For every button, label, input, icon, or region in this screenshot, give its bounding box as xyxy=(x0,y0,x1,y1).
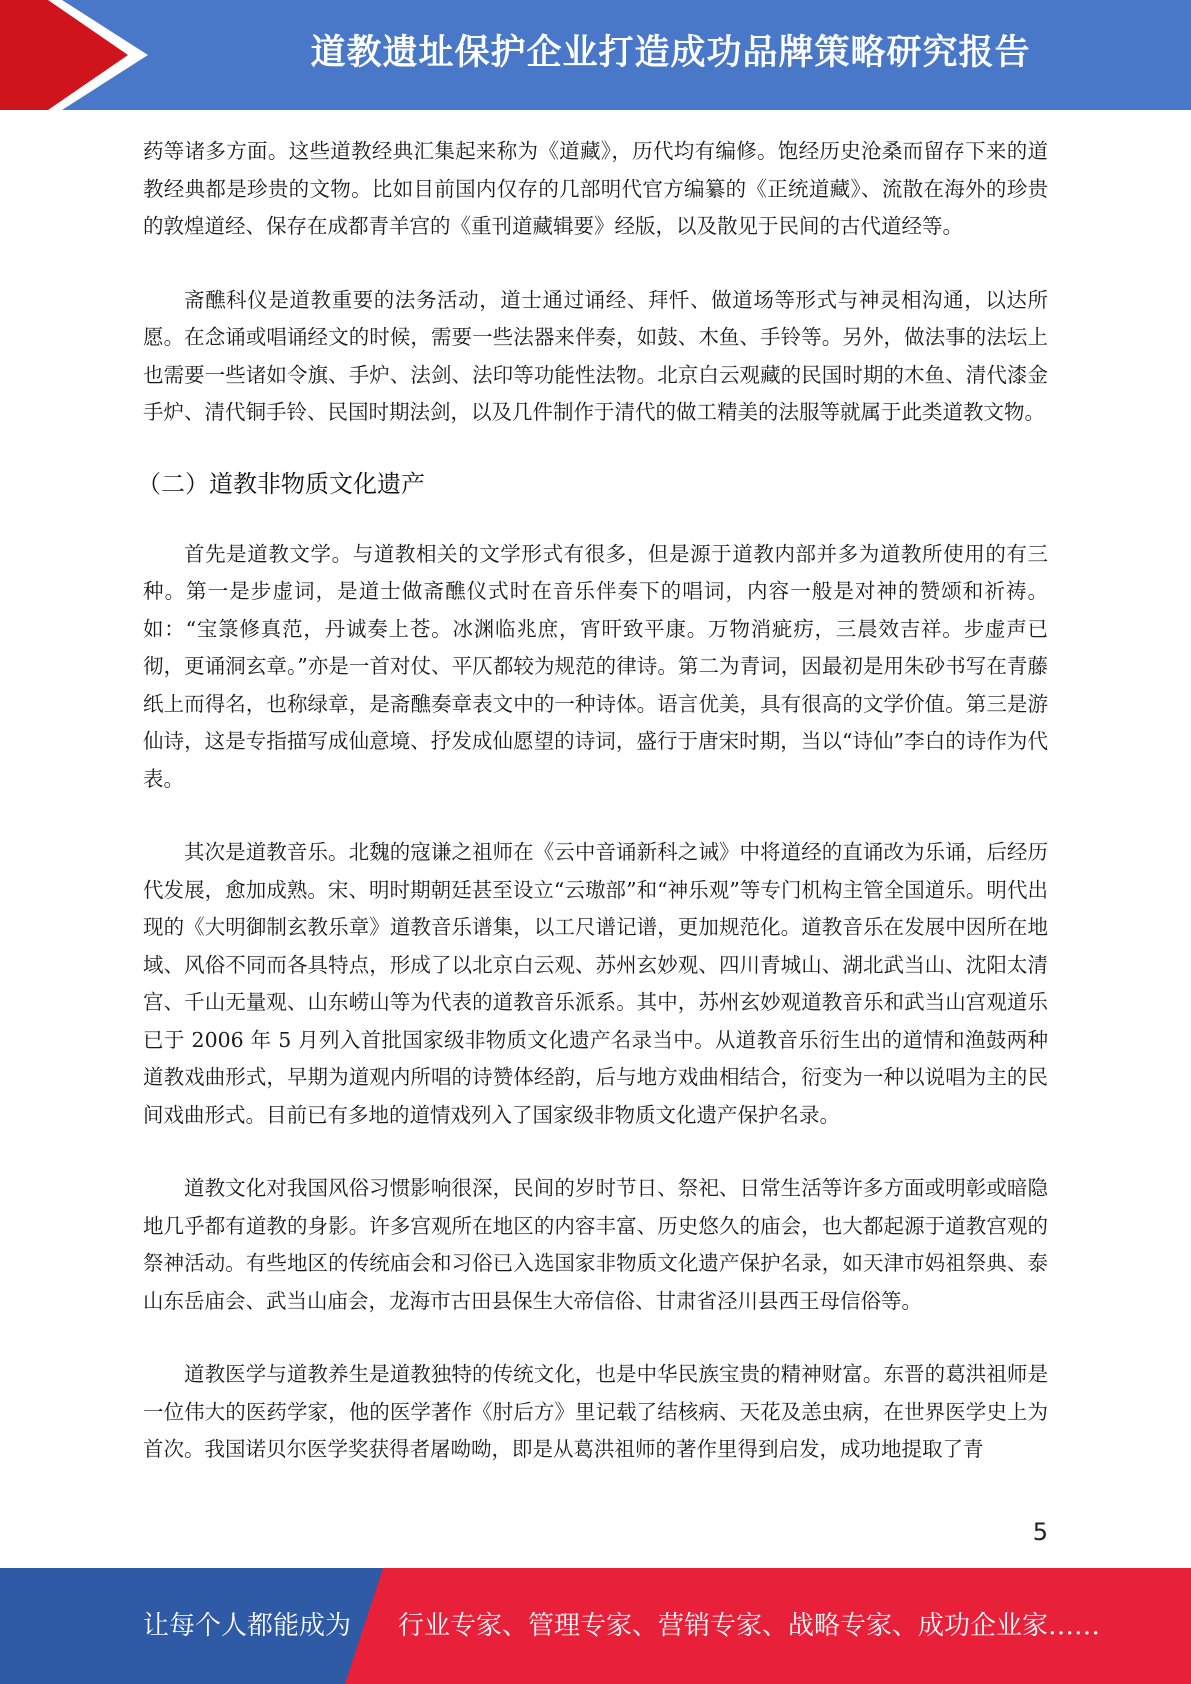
report-title: 道教遗址保护企业打造成功品牌策略研究报告 xyxy=(310,33,1031,73)
document-body xyxy=(137,133,1048,1469)
footer-slogan-right: 行业专家、管理专家、营销专家、战略专家、成功企业家…… xyxy=(398,1611,1101,1641)
paragraph-literature: 首先是道教文学。与道教相关的文学形式有很多，但是源于道教内部并多为道教所使用的有三种。第一是步虚词，是道士做斋醮仪式时在音乐伴奏下的唱词，内容一般是对神的赞颂和祈祷。如：“宝箓修真范，丹诚奏上苍。冰渊临兆庶，宵旰致平康。万物消疵疠，三晨效吉祥。步虚声已彻，更诵洞玄章。”亦是一首对仗、平仄都较为规范的律诗。第二为青词，因最初是用朱砂书写在青藤纸上而得名，也称绿章，是斋醮奏章表文中的一种诗体。语言优美，具有很高的文学价值。第三是游仙诗，这是专指描写成仙意境、抒发成仙愿望的诗词，盛行于唐宋时期，当以“诗仙”李白的诗作为代表。 xyxy=(143,541,1048,791)
section-heading: （二）道教非物质文化遗产 xyxy=(137,469,425,498)
paragraph-medicine: 道教医学与道教养生是道教独特的传统文化，也是中华民族宝贵的精神财富。东晋的葛洪祖师是一位伟大的医药学家，他的医学著作《肘后方》里记载了结核病、天花及恙虫病，在世界医学史上为首次。我国诺贝尔医学奖获得者屠呦呦，即是从葛洪祖师的著作里得到启发，成功地提取了青 xyxy=(143,1362,1048,1461)
page-number: 5 xyxy=(1032,1518,1048,1546)
paragraph-rituals: 斋醮科仪是道教重要的法务活动，道士通过诵经、拜忏、做道场等形式与神灵相沟通，以达所愿。在念诵或唱诵经文的时候，需要一些法器来伴奏，如鼓、木鱼、手铃等。另外，做法事的法坛上也需要一些诸如令旗、手炉、法剑、法印等功能性法物。北京白云观藏的民国时期的木鱼、清代漆金手炉、清代铜手铃、民国时期法剑，以及几件制作于清代的做工精美的法服等就属于此类道教文物。 xyxy=(143,287,1048,424)
page-header xyxy=(0,0,1191,110)
footer-slogan-left: 让每个人都能成为 xyxy=(143,1611,352,1641)
paragraph-classics: 药等诸多方面。这些道教经典汇集起来称为《道藏》，历代均有编修。饱经历史沧桑而留存下来的道教经典都是珍贵的文物。比如目前国内仅存的几部明代官方编纂的《正统道藏》、流散在海外的珍贵的敦煌道经、保存在成都青羊宫的《重刊道藏辑要》经版，以及散见于民间的古代道经等。 xyxy=(143,139,1048,238)
paragraph-customs: 道教文化对我国风俗习惯影响很深，民间的岁时节日、祭祀、日常生活等许多方面或明彰或暗隐地几乎都有道教的身影。许多宫观所在地区的内容丰富、历史悠久的庙会，也大都起源于道教宫观的祭神活动。有些地区的传统庙会和习俗已入选国家非物质文化遗产保护名录，如天津市妈祖祭典、泰山东岳庙会、武当山庙会，龙海市古田县保生大帝信俗、甘肃省泾川县西王母信俗等。 xyxy=(143,1176,1048,1313)
paragraph-music: 其次是道教音乐。北魏的寇谦之祖师在《云中音诵新科之诫》中将道经的直诵改为乐诵，后经历代发展，愈加成熟。宋、明时期朝廷甚至设立“云璈部”和“神乐观”等专门机构主管全国道乐。明代出现的《大明御制玄教乐章》道教音乐谱集，以工尺谱记谱，更加规范化。道教音乐在发展中因所在地域、风俗不同而各具特点，形成了以北京白云观、苏州玄妙观、四川青城山、湖北武当山、沈阳太清宫、千山无量观、山东崂山等为代表的道教音乐派系。其中，苏州玄妙观道教音乐和武当山宫观道乐已于 2006 年 5 月列入首批国家级非物质文化遗产名录当中。从道教音乐衍生出的道情和渔鼓两种道教戏曲形式，早期为道观内所唱的诗赞体经韵，后与地方戏曲相结合，衍变为一种以说唱为主的民间戏曲形式。目前已有多地的道情戏列入了国家级非物质文化遗产保护名录。 xyxy=(143,840,1048,1127)
page-footer xyxy=(0,1568,1191,1684)
header-arrow-decoration xyxy=(0,0,150,110)
